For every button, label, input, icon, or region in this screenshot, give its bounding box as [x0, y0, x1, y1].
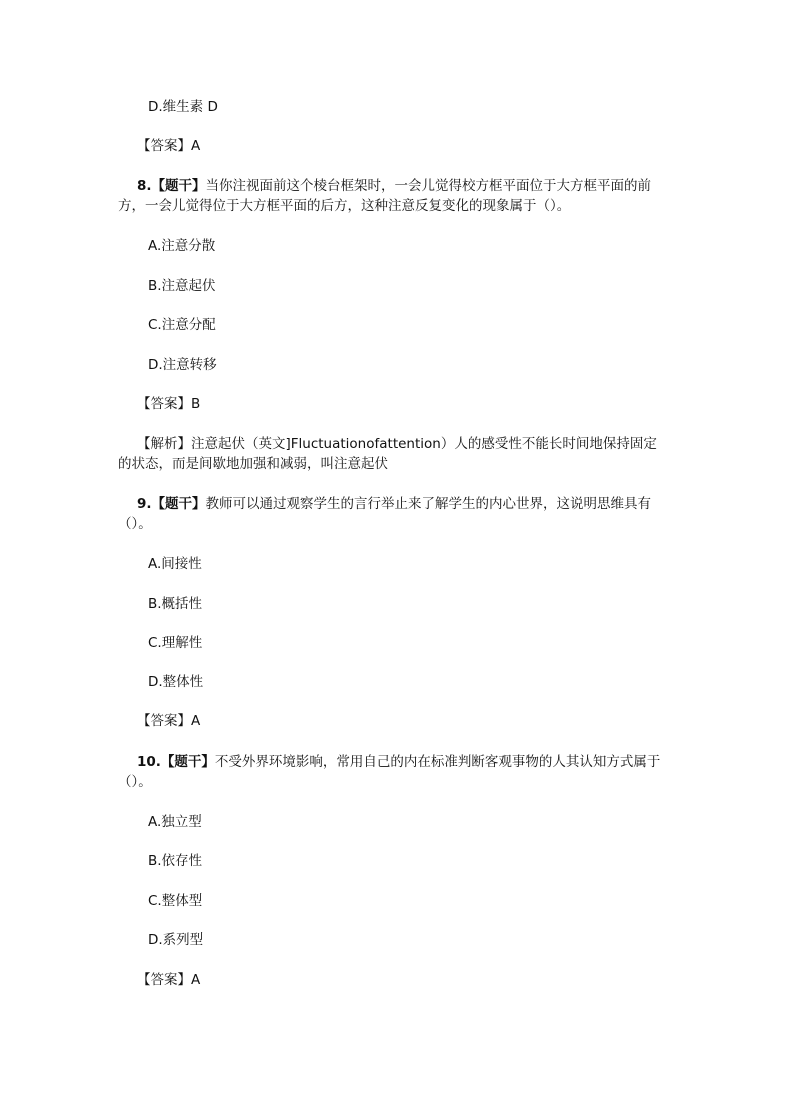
q10-stem: [118, 752, 670, 792]
q10-option-b: B.依存性: [148, 853, 203, 869]
q8-analysis-tag: 【解析】: [137, 436, 191, 452]
q7-answer: 【答案】A: [137, 138, 201, 154]
q8-option-c: C.注意分配: [148, 317, 216, 333]
q8-analysis-text: 注意起伏（英文]Fluctuationofattention）人的感受性不能长时间地保持固定的状态，而是间歇地加强和减弱，叫注意起伏: [118, 436, 657, 472]
q8-stem-tag: 【题干】: [151, 178, 206, 194]
q8-option-d: D.注意转移: [148, 357, 217, 373]
q8-stem: [118, 176, 670, 216]
q9-option-d: D.整体性: [148, 674, 204, 690]
q10-option-c: C.整体型: [148, 893, 203, 909]
q8-option-a: A.注意分散: [148, 238, 216, 254]
q9-option-c: C.理解性: [148, 635, 203, 651]
q7-option-d: D.维生素 D: [148, 99, 218, 115]
q10-option-d: D.系列型: [148, 932, 204, 948]
q9-option-a: A.间接性: [148, 556, 202, 572]
q8-stem-text: 当你注视面前这个棱台框架时，一会儿觉得校方框平面位于大方框平面的前方，一会儿觉得位于大方框平面的后方，这种注意反复变化的现象属于（）。: [118, 178, 652, 214]
q9-answer: 【答案】A: [137, 713, 201, 729]
q10-number: 10.: [137, 754, 161, 770]
q9-number: 9.: [137, 496, 152, 512]
q8-option-b: B.注意起伏: [148, 278, 216, 294]
q10-stem-text: 不受外界环境影响，常用自己的内在标准判断客观事物的人其认知方式属于（）。: [118, 754, 661, 790]
q10-option-a: A.独立型: [148, 814, 202, 830]
q9-stem: [118, 494, 670, 534]
q8-number: 8.: [137, 178, 152, 194]
q9-option-b: B.概括性: [148, 596, 203, 612]
q8-answer: 【答案】B: [137, 396, 201, 412]
q10-stem-tag: 【题干】: [160, 754, 215, 770]
q9-stem-tag: 【题干】: [151, 496, 206, 512]
q8-analysis: [118, 434, 670, 474]
q9-stem-text: 教师可以通过观察学生的言行举止来了解学生的内心世界，这说明思维具有（）。: [118, 496, 652, 532]
q10-answer: 【答案】A: [137, 972, 201, 988]
